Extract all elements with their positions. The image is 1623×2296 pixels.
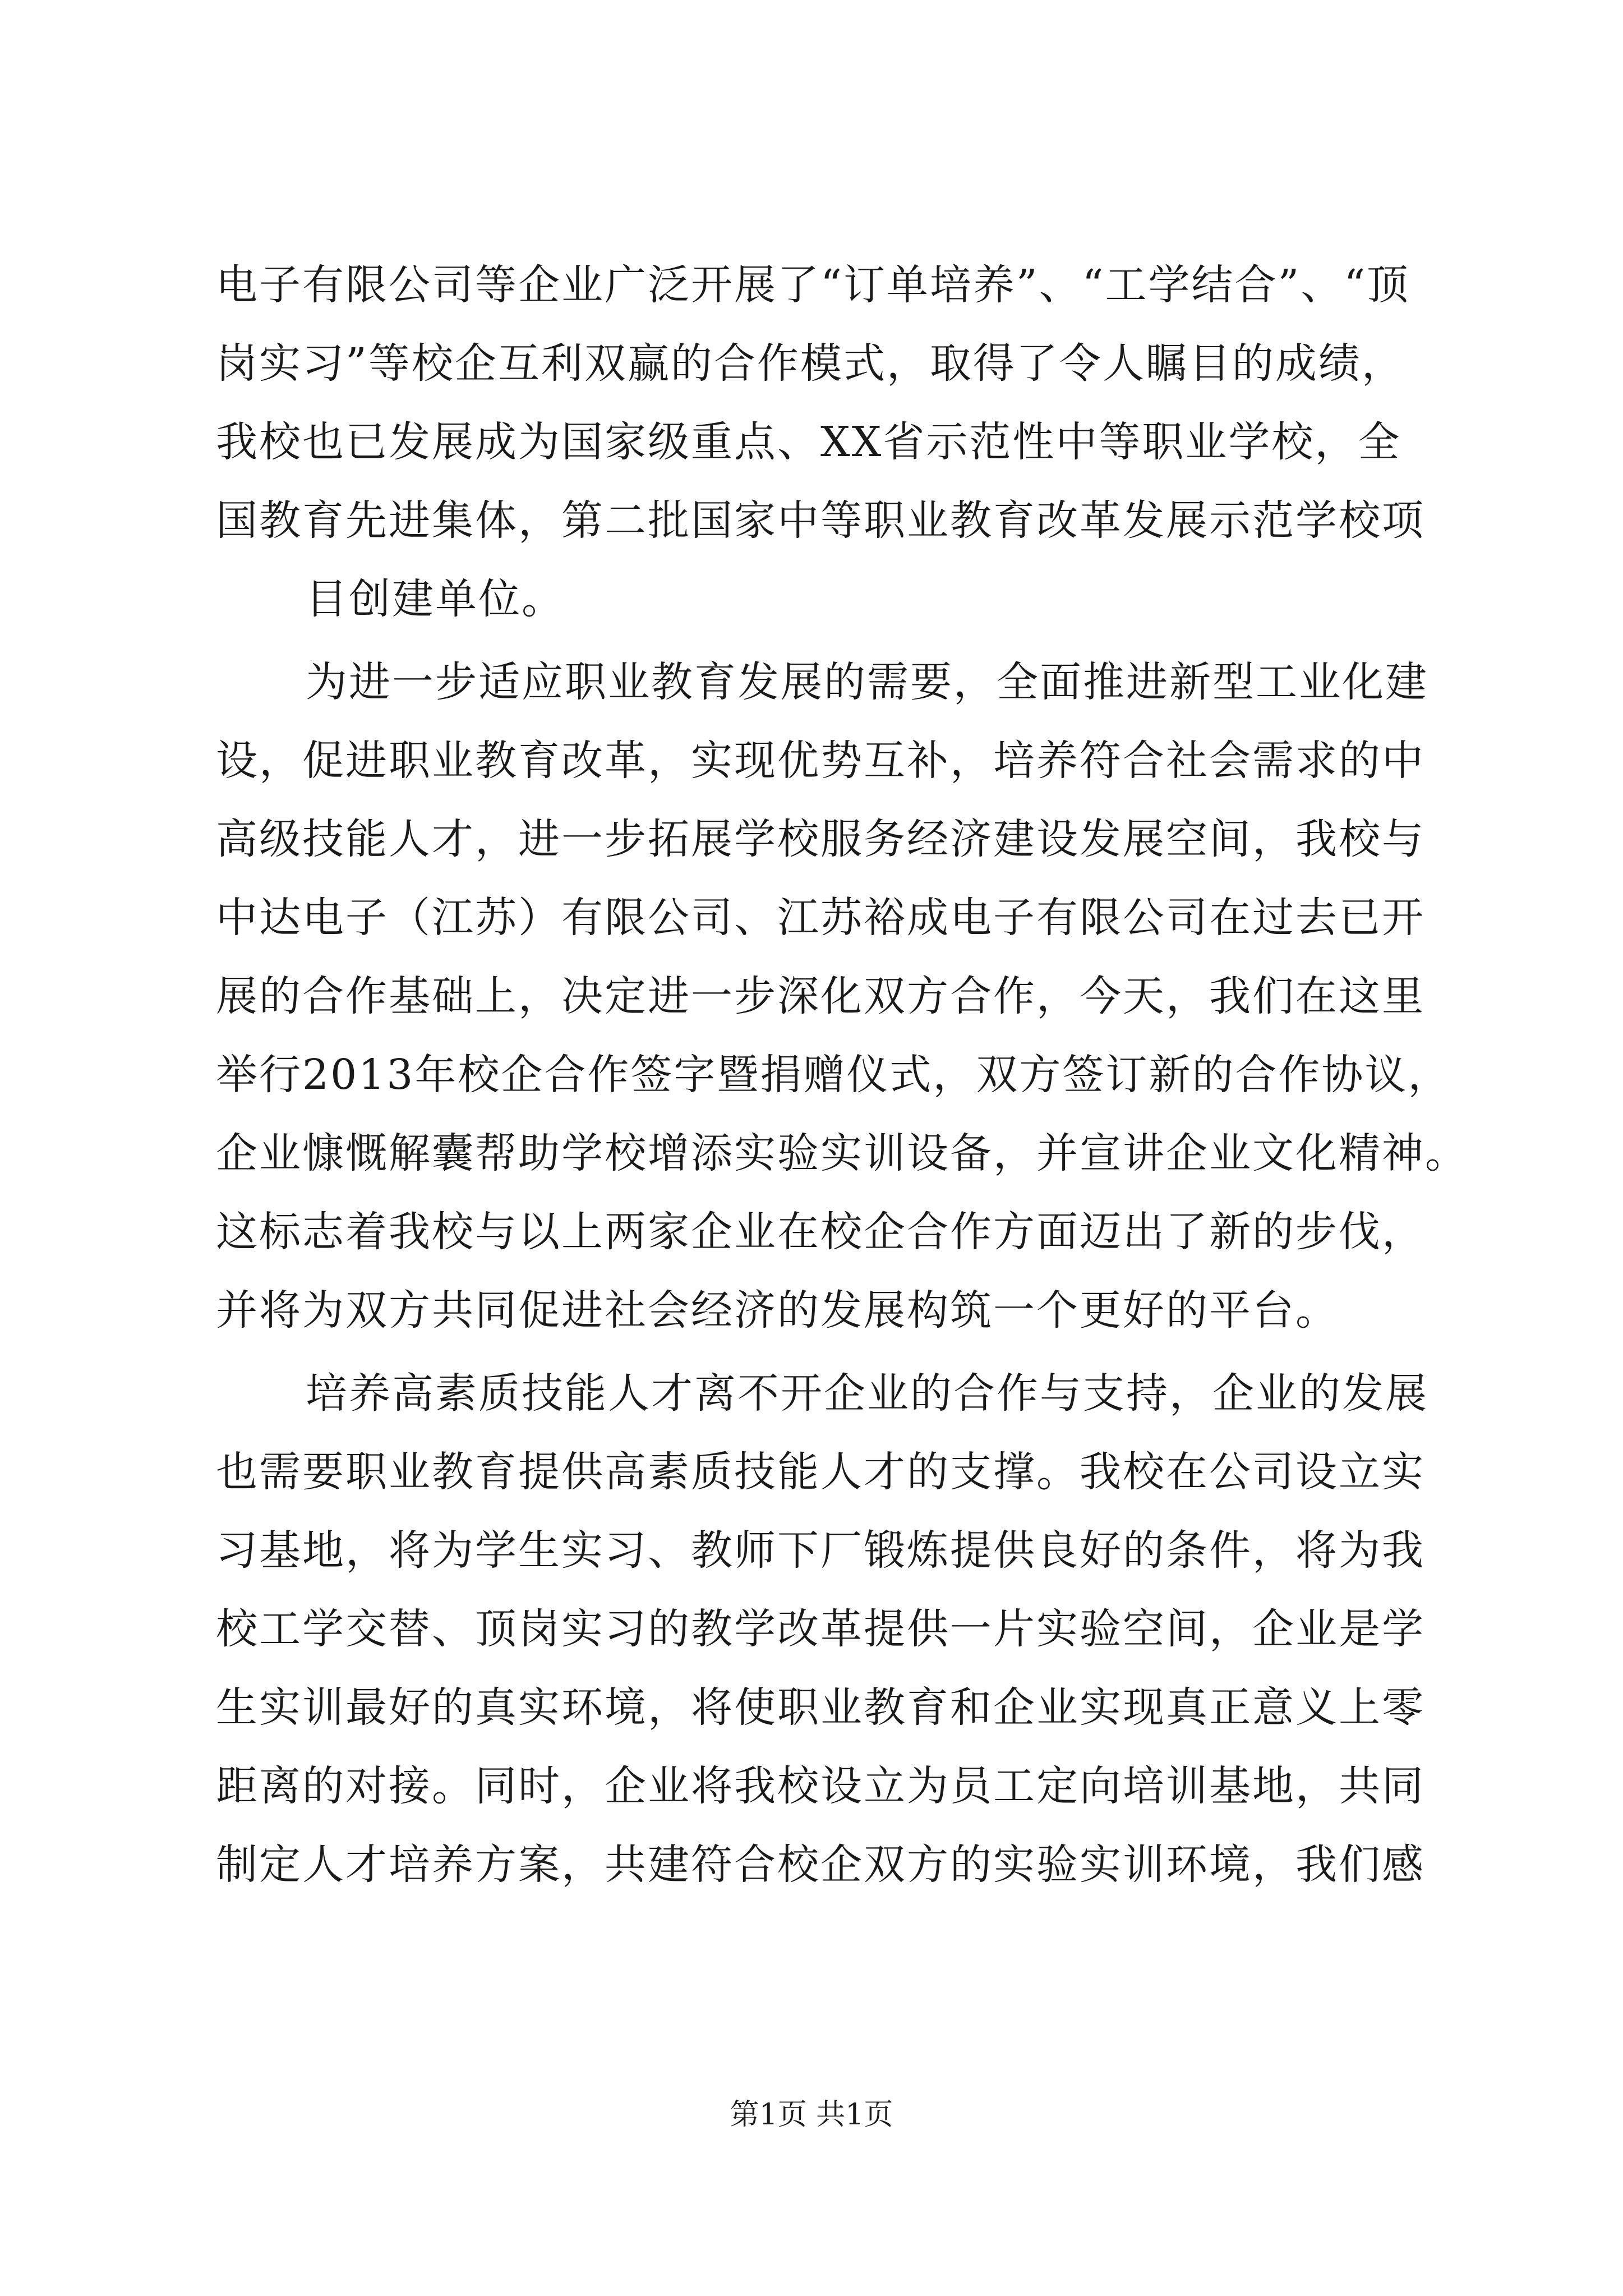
paragraph-first-line: 为进一步适应职业教育发展的需要，全面推进新型工业化建 (306, 658, 1428, 706)
text-line: 我校也已发展成为国家级重点、XX省示范性中等职业学校，全 (216, 418, 1401, 466)
text-line: 距离的对接。同时，企业将我校设立为员工定向培训基地，共同 (216, 1762, 1425, 1810)
text-line: 国教育先进集体，第二批国家中等职业教育改革发展示范学校项 (216, 496, 1425, 545)
text-line: 高级技能人才，进一步拓展学校服务经济建设发展空间，我校与 (216, 815, 1425, 863)
text-line: 习基地，将为学生实习、教师下厂锻炼提供良好的条件，将为我 (216, 1526, 1425, 1575)
text-line: 企业慷慨解囊帮助学校增添实验实训设备，并宣讲企业文化精神。 (216, 1129, 1468, 1177)
text-line: 制定人才培养方案，共建符合校企双方的实验实训环境，我们感 (216, 1841, 1425, 1889)
text-line: 目创建单位。 (306, 575, 565, 623)
text-line: 展的合作基础上，决定进一步深化双方合作，今天，我们在这里 (216, 972, 1425, 1020)
text-line: 中达电子（江苏）有限公司、江苏裕成电子有限公司在过去已开 (216, 894, 1425, 942)
page-footer: 第1页 共1页 (730, 2098, 893, 2132)
text-line: 电子有限公司等企业广泛开展了“订单培养”、“工学结合”、“顶 (216, 261, 1410, 309)
text-line: 也需要职业教育提供高素质技能人才的支撑。我校在公司设立实 (216, 1448, 1425, 1496)
text-line: 生实训最好的真实环境，将使职业教育和企业实现真正意义上零 (216, 1683, 1425, 1732)
text-line: 校工学交替、顶岗实习的教学改革提供一片实验空间，企业是学 (216, 1605, 1425, 1653)
text-line: 岗实习”等校企互利双赢的合作模式，取得了令人瞩目的成绩， (216, 339, 1405, 388)
paragraph-first-line: 培养高素质技能人才离不开企业的合作与支持，企业的发展 (306, 1369, 1428, 1418)
text-line: 并将为双方共同促进社会经济的发展构筑一个更好的平台。 (216, 1286, 1339, 1335)
text-line: 举行2013年校企合作签字暨捐赠仪式，双方签订新的合作协议， (216, 1051, 1451, 1099)
text-line: 设，促进职业教育改革，实现优势互补，培养符合社会需求的中 (216, 737, 1425, 785)
text-line: 这标志着我校与以上两家企业在校企合作方面迈出了新的步伐， (216, 1208, 1425, 1256)
